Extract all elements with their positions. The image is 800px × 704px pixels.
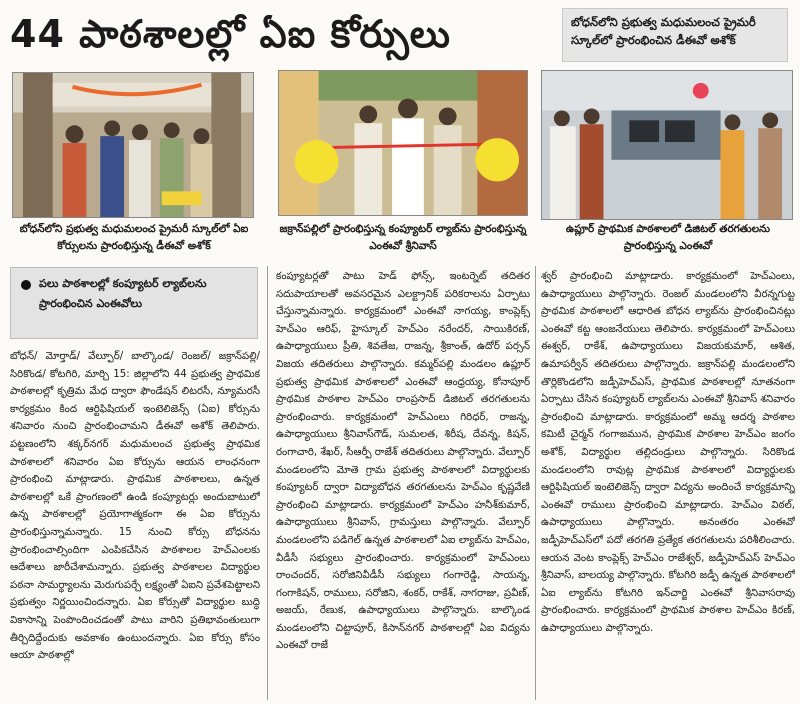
body-column-3: శ్వర్ ప్రారంభించి మాట్లాడారు. కార్యక్రమంలో హెచ్‌ఎంలు, ఉపాధ్యాయులు పాల్గొన్నారు. రెంజల్ మండలంలోని వీరన్నగుట్ట ప్రాథమిక పాఠశాలలో ఆధారిత బోధన ల్యాబ్‌ను ప్రారంభించినట్లు ఎంఈవో కట్ట ఆంజనేయులు తెలిపారు. కార్యక్రమంలో హెచ్‌ఎంలు ఈశ్వర్, రాకేశ్, ఉపాధ్యాయులు విజయకుమార్, ఆశిత, ఉమాపర్వీన్ తదితరులు పాల్గొన్నారు. జక్రాన్‌పల్లి మండలంలోని తొర్లికొండలోని జడ్పీహెచ్‌ఎస్, ప్రాథమిక పాఠశాలల్లో నూతనంగా ఏర్పాటు చేసిన కంప్యూటర్ ల్యాబ్‌లను ఎంఈవో శ్రీనివాస్ శనివారం ప్రారంభించి మాట్లాడారు. కార్యక్రమంలో అమ్మ ఆదర్శ పాఠశాల కమిటీ చైర్మన్ గంగాజమున, ప్రాథమిక పాఠశాల హెచ్‌ఎం జంగం అశోక్, విద్యార్థుల తల్లిదండ్రులు పాల్గొన్నారు. సిరికొండ మండలంలోని రావుట్ల ప్రాథమిక పాఠశాలలో విద్యార్థులకు ఆర్టిఫిషియల్ ఇంటెలిజెన్స్ ద్వారా విద్యను అందించే కార్యక్రమాన్ని ఎంఈవో రాములు ప్రారంభించి మాట్లాడారు. హెచ్‌ఎం విఠల్, ఉపాధ్యాయులు పాల్గొన్నారు. అనంతరం ఎంఈవో జడ్పీహెచ్‌ఎస్‌లో పదో తరగతి ప్రత్యేక తరగతులను పరిశీలించారు. ఆయన వెంట కాంప్లెక్స్ హెచ్‌ఎం రాజేశ్వర్, జడ్పీహెచ్‌ఎస్ హెచ్‌ఎం శ్రీనివాస్, బాలయ్య పాల్గొన్నారు. కోటగిరి జడ్పీ ఉన్నత పాఠశాలలో ఏఐ ల్యాబ్‌ను కోటగిరి ఇన్‌చార్జి ఎంఈవో శ్రీనివాసరావు ప్రారంభించారు. కార్యక్రమంలో ప్రాథమిక పాఠశాల హెచ్‌ఎం కిరణ్, ఉపాధ్యాయులు పాల్గొన్నారు.	[541, 271, 795, 634]
body-column-2: కంప్యూటర్లతో పాటు హెడ్ ఫోన్స్, ఇంటర్నెట్ తదితర సదుపాయాలతో అవసరమైన ఎలక్ట్రానిక్ పరికరాలను ఏర్పాటు చేస్తున్నామన్నారు. కార్యక్రమంలో ఎంఈవో నాగయ్య, కాంప్లెక్స్ హెచ్‌ఎం ఆరిఫ్, హైస్కూల్ హెచ్‌ఎం నరేందర్, సాయికిరణ్, ఉపాధ్యాయులు ప్రీతి, శివతేజ, రాజన్న, శ్రీకాంత్, ఉదోర్ పర్సన్ విజయ తదితరులు పాల్గొన్నారు. కమ్మర్‌పల్లి మండలం ఉప్లూర్ ప్రభుత్వ ప్రాథమిక పాఠశాలలో ఎంఈవో ఆంధ్రయ్య, కోనాపూర్ ప్రాథమిక పాఠశాల హెచ్‌ఎం రాంప్రసాద్ డిజిటల్ తరగతులను ప్రారంభించారు. కార్యక్రమంలో హెచ్‌ఎంలు గిరిధర్, రాజన్న, ఉపాధ్యాయులు శ్రీనివాస్‌గౌడ్, సుమలత, శిరీష, దేవన్న, కిషన్, రంగాచారి, శేఖర్, సీఆర్పీ రాజేశ్ తదితరులు పాల్గొన్నారు. వేల్పూర్ మండలంలోని మోతె గ్రామ ప్రభుత్వ పాఠశాలలో విద్యార్థులకు కంప్యూటర్ ద్వారా విద్యాబోధన తరగతులను హెచ్‌ఎం కృష్ణవేణి ప్రారంభించి మాట్లాడారు. కార్యక్రమంలో హెచ్‌ఎం హనీశ్‌కుమార్, ఉపాధ్యాయులు శ్రీనివాస్, గ్రామస్తులు పాల్గొన్నారు. వేల్పూర్ మండలంలోని పడిగెల్ ఉన్నత పాఠశాలలో ఏఐ ల్యాబ్‌ను హెచ్‌ఎం, వీడీసీ సభ్యులు ప్రారంభించారు. కార్యక్రమంలో హెచ్‌ఎంలు రాంచందర్, సరోజినివీడీసీ సభ్యులు గంగారెడ్డి, సాయన్న, గంగాకిషన్, రాములు, సరోజిని, శంకర్, రాకేశ్, నాగరాజు, ప్రవీణ్, అజయ్, రేణుక, ఉపాధ్యాయులు పాల్గొన్నారు. బాల్కొండ మండలంలోని చిట్టాపూర్, కిసాన్‌నగర్ పాఠశాలల్లో ఏఐ విద్యను ఎంఈవో రాజే	[276, 271, 530, 652]
caption-photo-1: బోధన్‌లోని ప్రభుత్వ మధుమలంచ ప్రైమరీ స్కూల్‌లో ఏఐ కోర్సులను ప్రారంభిస్తున్న డీఈవో అశోక్	[19, 223, 249, 252]
bullet-icon	[21, 280, 31, 290]
caption-photo-3: ఉప్లూర్ ప్రాథమిక పాఠశాలలో డిజిటల్ తరగతులను ప్రారంభిస్తున్న ఎంఈవో	[565, 223, 771, 252]
column-divider	[267, 266, 268, 700]
caption-photo-2: జక్రాన్‌పల్లిలో ప్రారంభిస్తున్న కంప్యూటర్ ల్యాబ్‌ను ప్రారంభిస్తున్న ఎంఈవో శ్రీనివాస్	[279, 223, 527, 252]
photo-deo-inauguration	[12, 72, 254, 218]
deck-box: బోధన్‌లోని ప్రభుత్వ మధుమలంచ ప్రైమరీ స్కూల్‌లో ప్రారంభించిన డీఈవో అశోక్	[562, 8, 788, 62]
photo-digital-class	[541, 70, 793, 220]
subhead-box	[10, 267, 258, 339]
body-column-1: బోధన్/ మోర్తాడ్/ వేల్పూర్/ బాల్కొండ/ రెంజల్/ జక్రాన్‌పల్లి/ సిరికొండ/ కోటగిరి, మార్చి 15: జిల్లాలోని 44 ప్రభుత్వ ప్రాథమిక పాఠశాలల్లో కృత్రిమ మేధ ద్వారా ఫౌండేషన్ లిటరసీ, న్యూమరసీ కార్యక్రమం కింద ఆర్టిఫిషియల్ ఇంటెలిజెన్స్ (ఏఐ) కోర్సును శనివారం నుంచి ప్రారంభించామని డీఈవో అశోక్ తెలిపారు. పట్టణంలోని శక్కర్‌నగర్ మధుమలంచ ప్రభుత్వ ప్రాథమిక పాఠశాలలో శనివారం ఏఐ కోర్సును ఆయన లాంఛనంగా ప్రారంభించి మాట్లాడారు. ప్రాథమిక పాఠశాలలు, ఉన్నత పాఠశాలల్లో ఒకే ప్రాంగణంలో ఉండి కంప్యూటర్లు అందుబాటులో ఉన్న పాఠశాలల్లో ప్రయోగాత్మకంగా ఈ ఏఐ కోర్సును ప్రారంభిస్తున్నామన్నారు. 15 నుంచి కోర్సు బోధనను ప్రారంభించాల్సిందిగా ఎంపికచేసిన పాఠశాలల హెచ్‌ఎంలకు ఆదేశాలు జారీచేశామన్నారు. ప్రభుత్వ పాఠశాలల విద్యార్థుల పఠనా సామర్థ్యాలను మెరుగుపర్చే లక్ష్యంతో ఏఐని ప్రవేశపెట్టాలని ప్రభుత్వం నిర్ణయించిందన్నారు. ఏఐ కోర్సుతో విద్యార్థుల బుద్ధి వికాసాన్ని పెంపొందించడంతో పాటు వారిని ప్రతిభావంతులుగా తీర్చిదిద్దేందుకు అవకాశం ఉంటుందన్నారు. ఏఐ కోర్సు కోసం ఆయా పాఠశాల్లో	[10, 351, 260, 662]
headline: 44 పాఠశాలల్లో ఏఐ కోర్సులు	[10, 12, 451, 56]
subhead-text: పలు పాఠశాలల్లో కంప్యూటర్ ల్యాబ్‌లను ప్రారంభించిన ఎంఈవోలు	[39, 277, 207, 310]
photo-ribbon-cutting	[278, 70, 528, 216]
column-divider	[535, 266, 536, 700]
